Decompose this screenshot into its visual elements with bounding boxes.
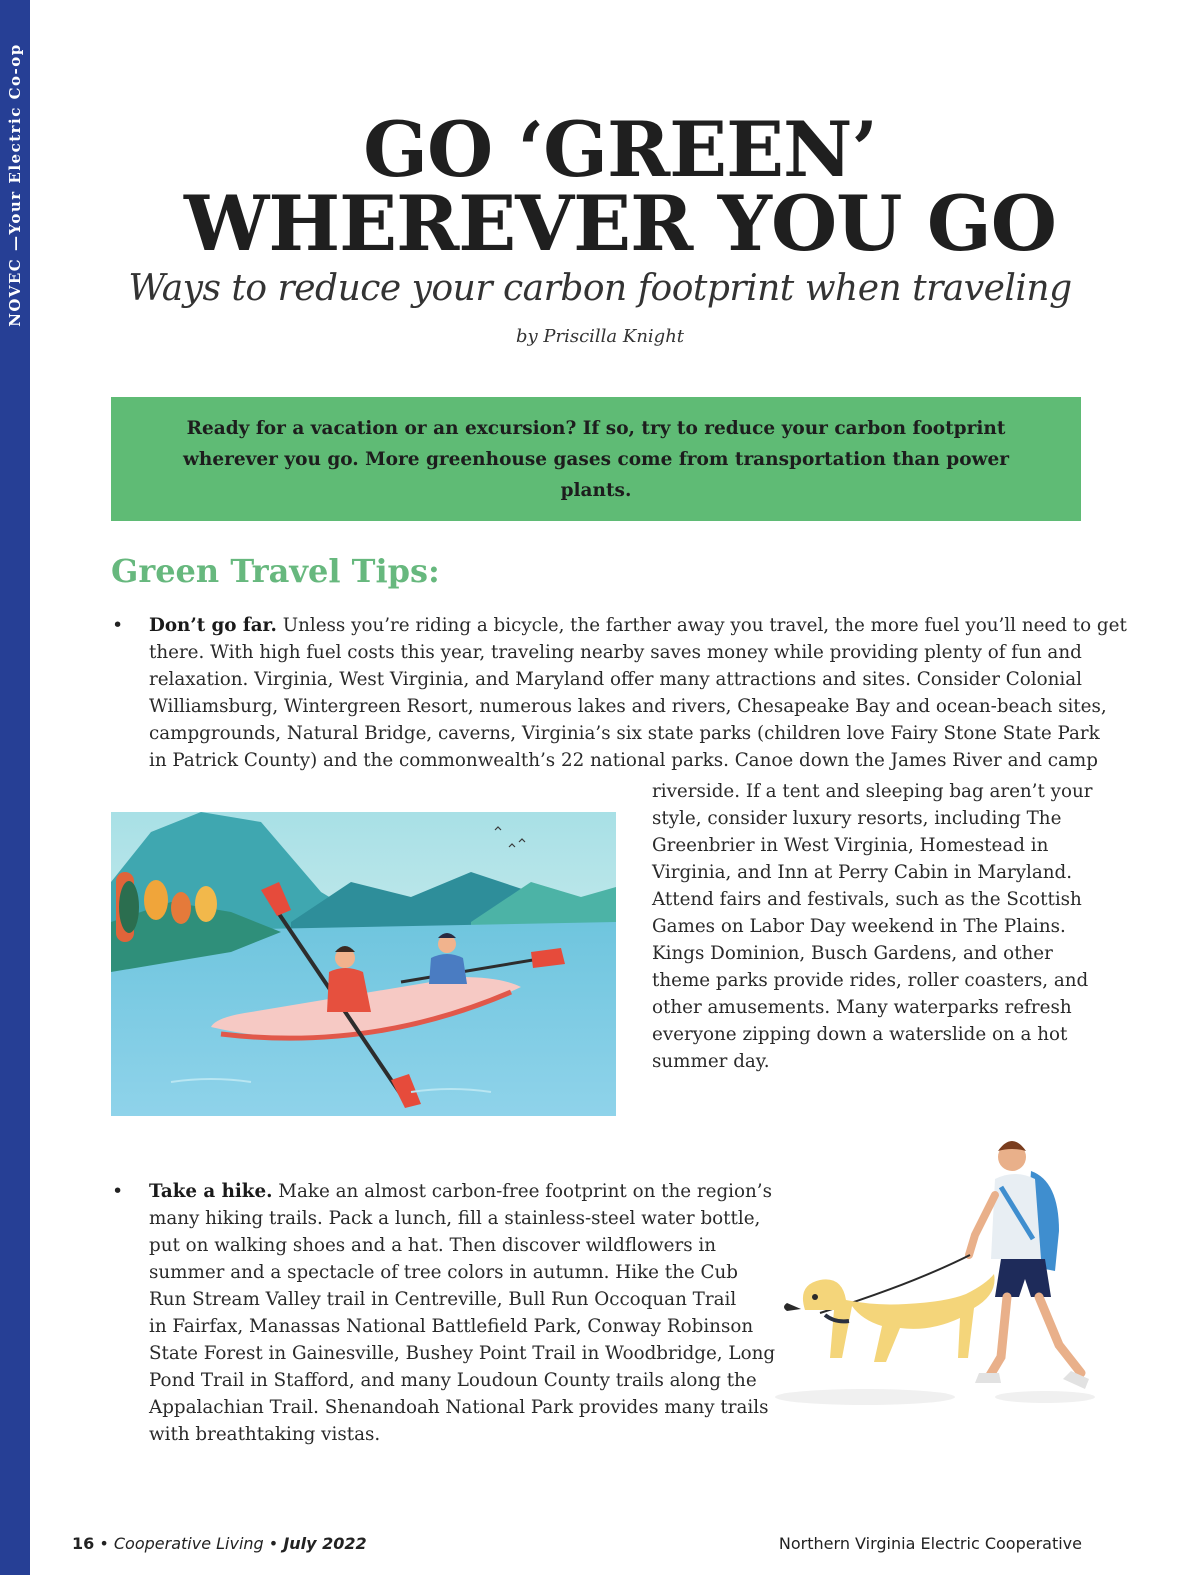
tip-line: theme parks provide rides, roller coasters, and: [652, 970, 1089, 991]
tip-line: Virginia, and Inn at Perry Cabin in Maryland.: [652, 862, 1073, 883]
footer-left: [72, 1534, 367, 1553]
tip-line: other amusements. Many waterparks refresh: [652, 997, 1072, 1018]
footer-separator: •: [94, 1534, 114, 1553]
hiker-with-dog-illustration: [765, 1135, 1105, 1410]
tip-line: Attend fairs and festivals, such as the Scottish: [652, 889, 1082, 910]
tip-line: Games on Labor Day weekend in The Plains.: [652, 916, 1066, 937]
tip-line: Appalachian Trail. Shenandoah National Park provides many trails: [149, 1397, 769, 1418]
page-number: 16: [72, 1534, 95, 1553]
tip-line: campgrounds, Natural Bridge, caverns, Virginia’s six state parks (children love Fairy Stone State Park: [149, 723, 1100, 744]
kayak-illustration: [111, 812, 616, 1116]
page-title-line-2: WHEREVER YOU GO: [184, 179, 1056, 268]
section-heading: Green Travel Tips:: [111, 552, 440, 590]
sidebar-strip: [0, 0, 30, 1575]
tip-line: summer day.: [652, 1051, 770, 1072]
callout-text: Ready for a vacation or an excursion? If so, try to reduce your carbon footprint wherever you go. More greenhouse gases come from transportation than power plants.: [182, 417, 1009, 501]
tip-line: Kings Dominion, Busch Gardens, and other: [652, 943, 1053, 964]
tip-line: everyone zipping down a waterslide on a hot: [652, 1024, 1068, 1045]
tip-line: there. With high fuel costs this year, traveling nearby saves money while providing plenty of fun and: [149, 642, 1082, 663]
tip-line: with breathtaking vistas.: [149, 1424, 381, 1445]
tip-line: relaxation. Virginia, West Virginia, and Maryland offer many attractions and sites. Consider Colonial: [149, 669, 1082, 690]
tip-line: Run Stream Valley trail in Centreville, Bull Run Occoquan Trail: [149, 1289, 737, 1310]
issue-date: July 2022: [283, 1534, 367, 1553]
tip-line: many hiking trails. Pack a lunch, fill a stainless-steel water bottle,: [149, 1208, 761, 1229]
publication-name: Cooperative Living: [113, 1534, 264, 1553]
tip-line: [149, 1178, 775, 1205]
tip-line: State Forest in Gainesville, Bushey Point Trail in Woodbridge, Long: [149, 1343, 776, 1364]
tip-line: in Patrick County) and the commonwealth’s 22 national parks. Canoe down the James River and camp: [149, 750, 1098, 771]
tip-line: in Fairfax, Manassas National Battlefield Park, Conway Robinson: [149, 1316, 754, 1337]
tip-line: Greenbrier in West Virginia, Homestead in: [652, 835, 1049, 856]
sidebar-label: NOVEC —Your Electric Co-op: [6, 43, 24, 327]
page-subtitle: Ways to reduce your carbon footprint when traveling: [128, 268, 1072, 309]
tip-lead: Don’t go far.: [149, 615, 277, 636]
tip-lead: Take a hike.: [149, 1181, 273, 1202]
tip-line: [149, 612, 1127, 639]
intro-callout: [111, 397, 1081, 521]
bullet-marker: •: [112, 1180, 124, 1202]
tip-text: Make an almost carbon-free footprint on the region’s: [272, 1181, 772, 1202]
tip-line: style, consider luxury resorts, including The: [652, 808, 1062, 829]
footer-separator: •: [263, 1534, 284, 1553]
tip-line: Pond Trail in Stafford, and many Loudoun County trails along the: [149, 1370, 757, 1391]
bullet-marker: •: [112, 614, 124, 636]
tip-text: Unless you’re riding a bicycle, the farther away you travel, the more fuel you’ll need to get: [276, 615, 1127, 636]
tip-line: Williamsburg, Wintergreen Resort, numerous lakes and rivers, Chesapeake Bay and ocean-beach sites,: [149, 696, 1107, 717]
page-title-line-1: GO ‘GREEN’: [363, 105, 877, 194]
tip-dont-go-far-continued: [652, 778, 1093, 1075]
tip-take-a-hike: [149, 1178, 775, 1448]
byline: by Priscilla Knight: [515, 326, 685, 347]
tip-line: summer and a spectacle of tree colors in autumn. Hike the Cub: [149, 1262, 739, 1283]
tip-line: riverside. If a tent and sleeping bag aren’t your: [652, 781, 1093, 802]
tip-dont-go-far: [149, 612, 1127, 774]
tip-line: put on walking shoes and a hat. Then discover wildflowers in: [149, 1235, 717, 1256]
footer-organization: Northern Virginia Electric Cooperative: [778, 1534, 1082, 1553]
